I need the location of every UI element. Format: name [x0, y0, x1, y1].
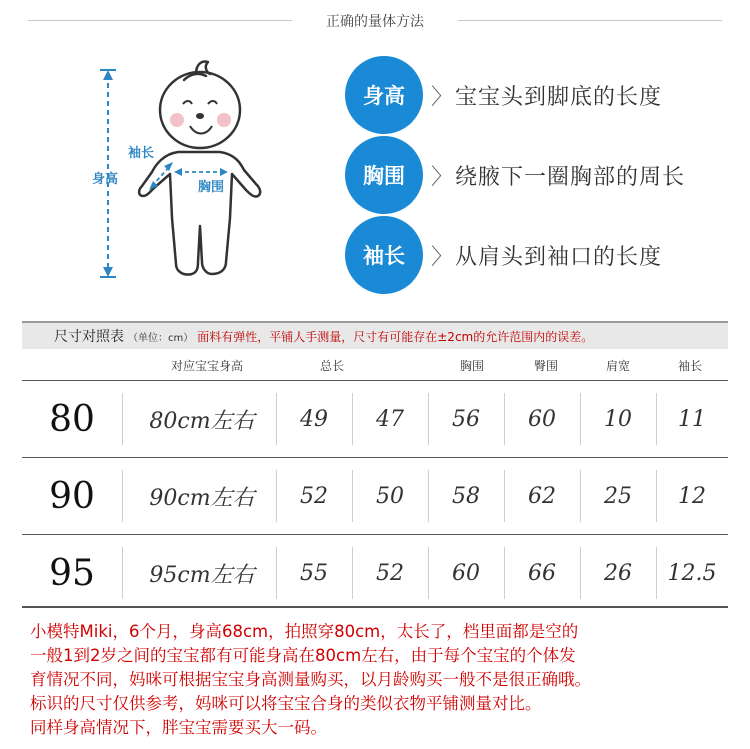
total-length-cell: 52: [300, 483, 328, 509]
method-description-sleeve: 从肩头到袖口的长度: [455, 245, 663, 270]
label-chest: 胸围: [198, 180, 225, 195]
size-cell: 95: [49, 552, 95, 594]
column-header: 总长: [319, 359, 344, 373]
height-cell: 90cm左右: [149, 485, 255, 511]
column-header: 对应宝宝身高: [170, 359, 243, 373]
table-row: [22, 534, 728, 610]
note-line: 小模特Miki，6个月，身高68cm，拍照穿80cm，太长了，档里面都是空的: [30, 622, 579, 641]
column-header: 袖长: [677, 359, 702, 373]
shoulder-cell: 26: [604, 560, 632, 586]
method-row-chest: [345, 136, 735, 216]
shoulder-cell: 10: [604, 406, 632, 432]
method-description-height: 宝宝头到脚底的长度: [455, 85, 663, 110]
table-row: [22, 380, 728, 456]
column-header: 肩宽: [605, 359, 630, 373]
size-chart-unit: （单位：cm）: [128, 332, 194, 344]
note-line: 标识的尺寸仅供参考，妈咪可以将宝宝合身的类似衣物平铺测量对比。: [30, 694, 542, 713]
hip-cell: 62: [528, 483, 556, 509]
height-cell: 95cm左右: [149, 562, 255, 588]
size-chart-column-headers: [22, 352, 728, 378]
method-badge-chest: 胸围: [345, 136, 423, 214]
chevron-right-icon: 〉: [431, 245, 454, 270]
height-cell: 80cm左右: [149, 408, 255, 434]
header-divider-left: [28, 20, 292, 21]
method-row-sleeve: [345, 216, 735, 296]
note-line: 育情况不同，妈咪可根据宝宝身高测量购买，以月龄购买一般不是很正确哦。: [30, 670, 591, 689]
chevron-right-icon: 〉: [431, 85, 454, 110]
size-cell: 90: [49, 475, 95, 517]
note-line: 同样身高情况下，胖宝宝需要买大一码。: [30, 718, 327, 737]
table-row: [22, 457, 728, 533]
sleeve-cell: 11: [678, 406, 706, 432]
size-notes: [30, 620, 730, 740]
chest-cell: 60: [452, 560, 480, 586]
column-header: 臀围: [533, 359, 558, 373]
method-badge-sleeve: 袖长: [345, 216, 423, 294]
column-header: 胸围: [459, 359, 484, 373]
table-bottom-rule: [22, 606, 728, 608]
size-cell: 80: [49, 398, 95, 440]
note-line: 一般1到2岁之间的宝宝都有可能身高在80cm左右，由于每个宝宝的个体发: [30, 646, 576, 665]
hip-cell: 60: [528, 406, 556, 432]
total-length-cell: 49: [300, 406, 328, 432]
label-height: 身高: [92, 172, 119, 187]
sleeve-cell: 12.5: [667, 560, 717, 586]
chevron-right-icon: 〉: [431, 165, 454, 190]
total-length-cell: 47: [376, 406, 404, 432]
label-sleeve: 袖长: [128, 146, 155, 161]
size-chart-header: [22, 321, 728, 349]
size-chart-title: 尺寸对照表: [54, 329, 124, 345]
method-badge-height: 身高: [345, 56, 423, 134]
sleeve-cell: 12: [678, 483, 706, 509]
chest-cell: 58: [452, 483, 480, 509]
header-divider-right: [458, 20, 722, 21]
hip-cell: 66: [528, 560, 556, 586]
size-chart-note: 面料有弹性，平铺人手测量，尺寸有可能存在±2cm的允许范围内的误差。: [197, 329, 594, 344]
method-row-height: [345, 56, 735, 136]
method-description-chest: 绕腋下一圈胸部的周长: [455, 165, 686, 190]
total-length-cell: 52: [376, 560, 404, 586]
page-title: 正确的量体方法: [326, 14, 424, 30]
total-length-cell: 50: [376, 483, 404, 509]
chest-cell: 56: [452, 406, 480, 432]
measurement-illustration: [80, 50, 310, 290]
shoulder-cell: 25: [604, 483, 632, 509]
total-length-cell: 55: [300, 560, 328, 586]
